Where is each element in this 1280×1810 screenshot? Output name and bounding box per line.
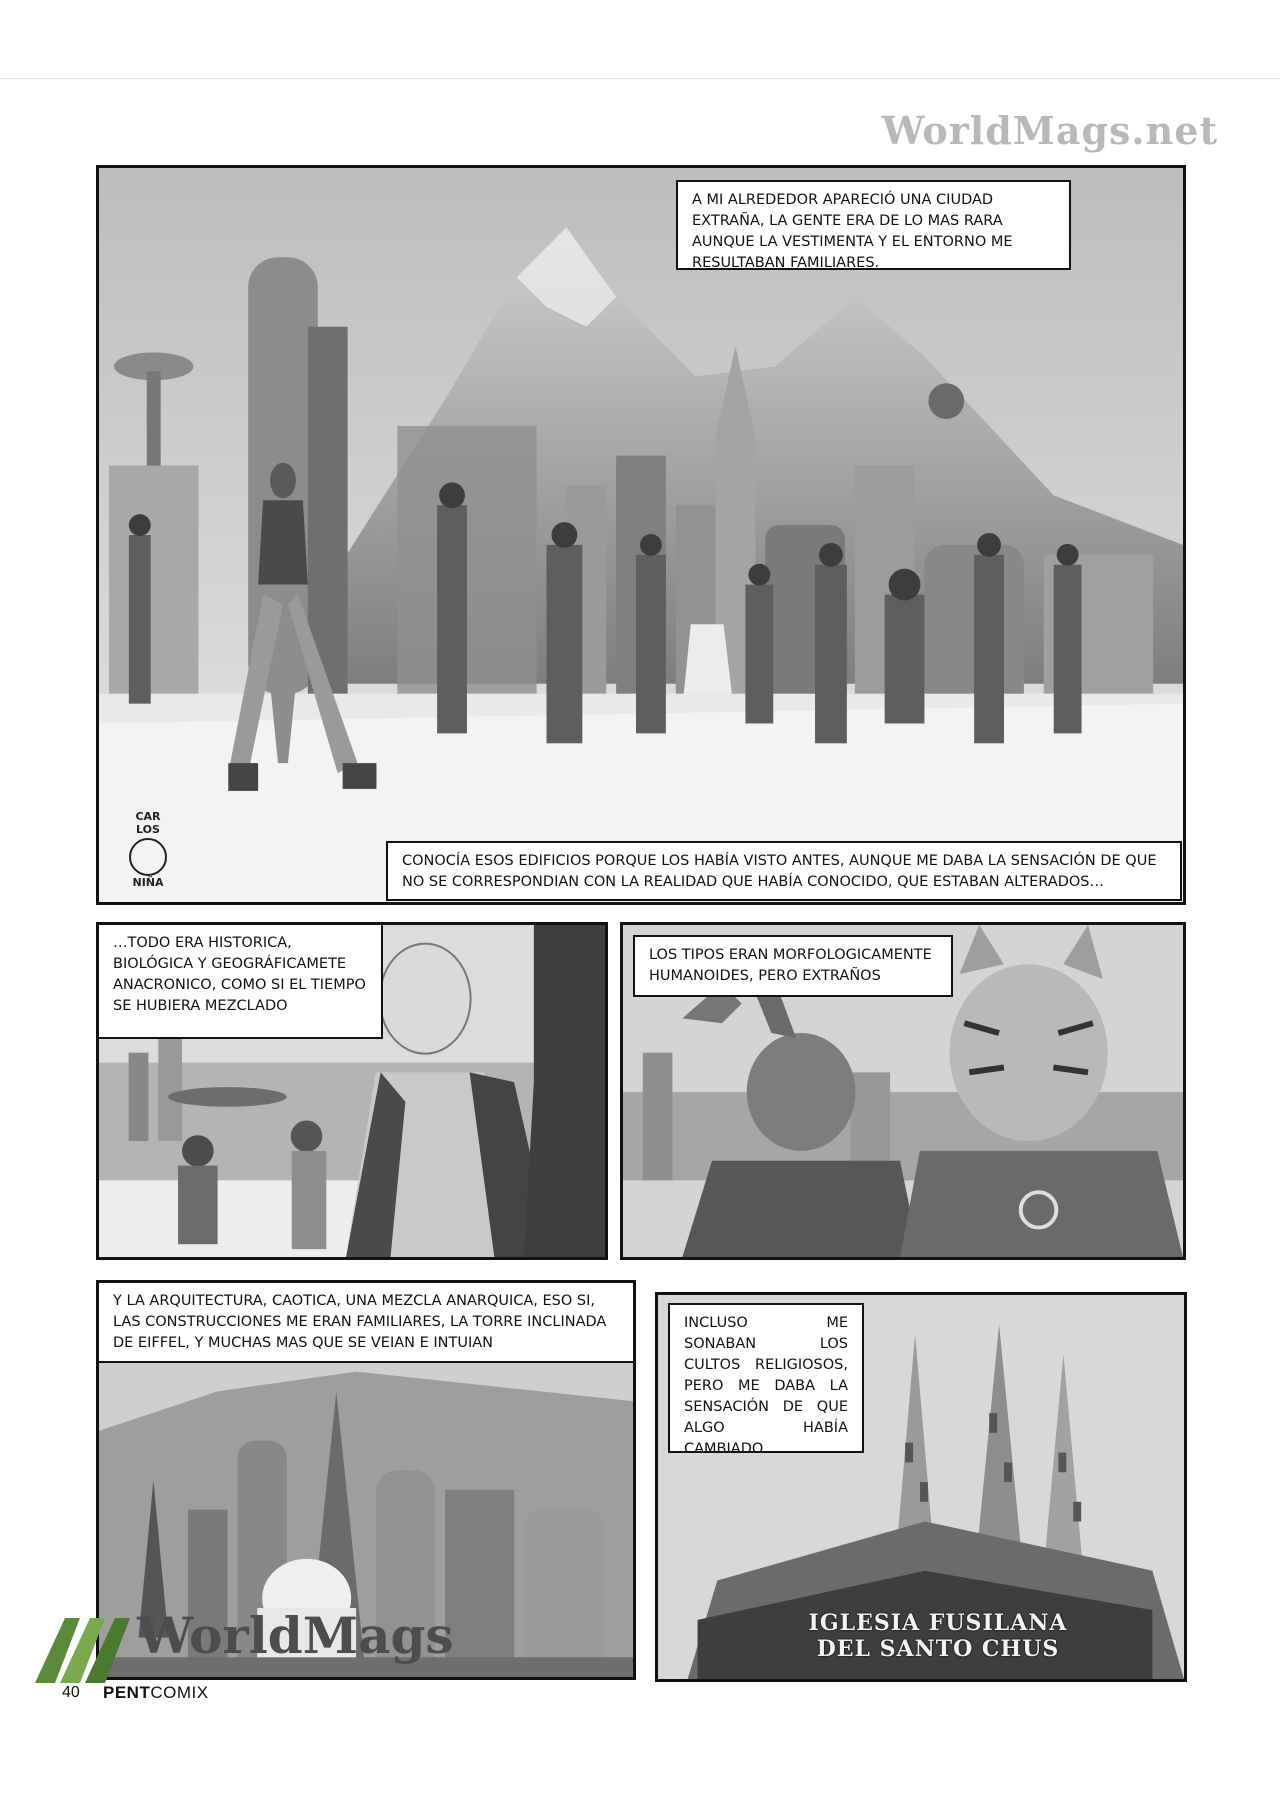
panel-1-caption-top: A MI ALREDEDOR APARECIÓ UNA CIUDAD EXTRAÑA, LA GENTE ERA DE LO MAS RARA AUNQUE LA VESTIMENTA Y EL ENTORNO ME RESULTABAN FAMILIARES. bbox=[676, 180, 1071, 270]
panel-4-caption: Y LA ARQUITECTURA, CAOTICA, UNA MEZCLA ANARQUICA, ESO SI, LAS CONSTRUCCIONES ME ERAN FAMILIARES, LA TORRE INCLINADA DE EIFFEL, Y MUCHAS MAS QUE SE VEIAN E INTUIAN bbox=[97, 1281, 636, 1363]
panel-1 bbox=[96, 165, 1186, 905]
panel-5 bbox=[655, 1292, 1187, 1682]
signature-emblem bbox=[129, 838, 167, 876]
magazine-name-bold: PENT bbox=[103, 1683, 151, 1702]
worldmags-logo-icon bbox=[25, 1598, 135, 1688]
signature-line-1: CAR bbox=[135, 810, 161, 823]
page-number: 40 bbox=[62, 1684, 80, 1701]
page-top-rule bbox=[0, 78, 1280, 79]
panel-5-caption: INCLUSO ME SONABAN LOS CULTOS RELIGIOSOS, PERO ME DABA LA SENSACIÓN DE QUE ALGO HABÍA CAMBIADO bbox=[668, 1303, 864, 1453]
watermark-top: WorldMags.net bbox=[881, 108, 1218, 153]
magazine-name-rest: COMIX bbox=[150, 1683, 209, 1702]
panel-1-artwork bbox=[99, 168, 1183, 902]
panel-2 bbox=[96, 922, 608, 1260]
signature-line-2: LOS bbox=[136, 823, 160, 836]
watermark-bottom bbox=[25, 1598, 454, 1688]
church-sign-line-1: IGLESIA FUSILANA bbox=[808, 1610, 1068, 1636]
artist-signature bbox=[120, 810, 176, 890]
panel-1-caption-bottom: CONOCÍA ESOS EDIFICIOS PORQUE LOS HABÍA VISTO ANTES, AUNQUE ME DABA LA SENSACIÓN DE QUE NO SE CORRESPONDIAN CON LA REALIDAD QUE HABÍA CONOCIDO, QUE ESTABAN ALTERADOS… bbox=[386, 841, 1182, 901]
panel-2-caption: …TODO ERA HISTORICA, BIOLÓGICA Y GEOGRÁFICAMETE ANACRONICO, COMO SI EL TIEMPO SE HUBIERA MEZCLADO bbox=[97, 923, 383, 1039]
panel-3-caption: LOS TIPOS ERAN MORFOLOGICAMENTE HUMANOIDES, PERO EXTRAÑOS bbox=[633, 935, 953, 997]
signature-line-3: NIÑA bbox=[132, 876, 164, 889]
church-sign bbox=[808, 1610, 1068, 1662]
panel-3 bbox=[620, 922, 1186, 1260]
church-sign-line-2: DEL SANTO CHUS bbox=[816, 1636, 1060, 1662]
watermark-bottom-text: WorldMags bbox=[137, 1606, 454, 1665]
